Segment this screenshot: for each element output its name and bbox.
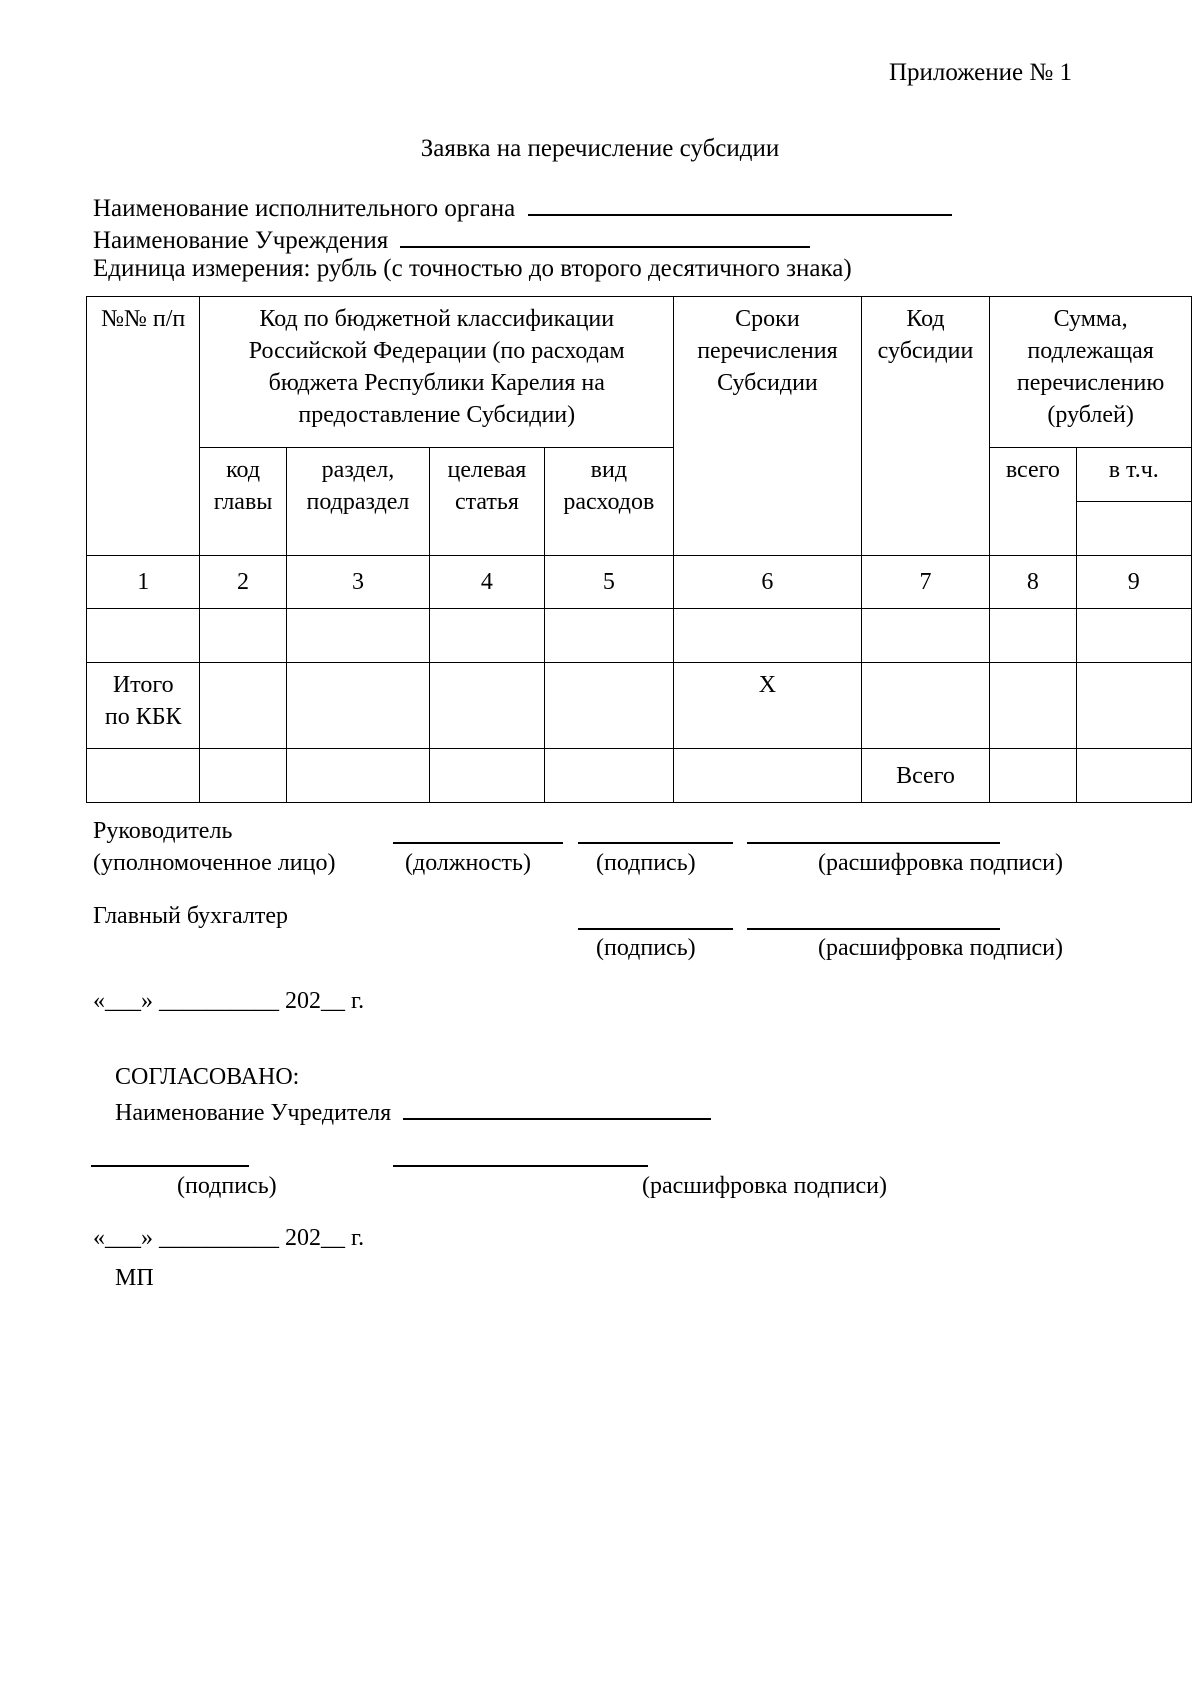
table-cell[interactable] xyxy=(990,663,1076,749)
approval-signature-caption: (подпись) xyxy=(177,1173,277,1199)
table-cell xyxy=(200,749,286,803)
header-terms: Сроки перечисления Субсидии xyxy=(674,297,862,556)
executive-body-field xyxy=(93,190,952,224)
grand-total-label: Всего xyxy=(861,749,989,803)
table-cell[interactable] xyxy=(1076,663,1191,749)
position-caption: (должность) xyxy=(405,850,531,876)
header-chapter-code: код главы xyxy=(200,448,286,556)
founder-input-line[interactable] xyxy=(403,1094,711,1120)
table-cell[interactable] xyxy=(430,663,544,749)
head-position-line[interactable] xyxy=(393,842,563,844)
founder-field xyxy=(115,1094,711,1128)
header-kbk: Код по бюджетной классификации Российской Федерации (по расходам бюджета Республики Карелия на предоставление Субсидии) xyxy=(200,297,674,448)
table-cell xyxy=(87,749,200,803)
header-expense-type: вид расходов xyxy=(544,448,673,556)
column-number: 4 xyxy=(430,556,544,609)
header-section: раздел, подраздел xyxy=(286,448,430,556)
head-label: Руководитель xyxy=(93,818,233,844)
approval-decoding-caption: (расшифровка подписи) xyxy=(642,1173,887,1199)
accountant-signature-line[interactable] xyxy=(578,928,733,930)
approval-date[interactable]: «___» __________ 202__ г. xyxy=(93,1225,365,1251)
subsidy-request-table xyxy=(86,296,1192,803)
decoding-caption: (расшифровка подписи) xyxy=(818,850,1063,876)
grand-total-row xyxy=(87,749,1192,803)
table-cell[interactable] xyxy=(544,609,673,663)
executive-body-label: Наименование исполнительного органа xyxy=(93,195,516,222)
table-cell[interactable] xyxy=(861,663,989,749)
subtotal-row xyxy=(87,663,1192,749)
subtotal-label: Итого по КБК xyxy=(87,663,200,749)
executive-body-input-line[interactable] xyxy=(528,190,952,216)
head-decoding-line[interactable] xyxy=(747,842,1000,844)
table-cell[interactable] xyxy=(286,609,430,663)
table-cell[interactable] xyxy=(87,609,200,663)
column-number: 8 xyxy=(990,556,1076,609)
table-cell xyxy=(674,749,862,803)
header-including: в т.ч. xyxy=(1076,448,1191,502)
column-number: 3 xyxy=(286,556,430,609)
signature-caption: (подпись) xyxy=(596,935,696,961)
signature-caption: (подпись) xyxy=(596,850,696,876)
table-cell[interactable] xyxy=(1076,749,1191,803)
table-cell[interactable] xyxy=(990,749,1076,803)
table-cell[interactable] xyxy=(990,609,1076,663)
table-cell[interactable] xyxy=(674,609,862,663)
column-number: 2 xyxy=(200,556,286,609)
unit-label: Единица измерения: рубль (с точностью до второго десятичного знака) xyxy=(93,255,852,282)
institution-label: Наименование Учреждения xyxy=(93,227,389,254)
header-total: всего xyxy=(990,448,1076,556)
table-cell[interactable] xyxy=(286,663,430,749)
header-target-item: целевая статья xyxy=(430,448,544,556)
header-subsidy-code: Код субсидии xyxy=(861,297,989,556)
agreed-label: СОГЛАСОВАНО: xyxy=(115,1064,300,1090)
table-cell[interactable] xyxy=(430,609,544,663)
table-row xyxy=(87,609,1192,663)
column-number: 5 xyxy=(544,556,673,609)
subtotal-terms-mark: X xyxy=(674,663,862,749)
approval-decoding-line[interactable] xyxy=(393,1165,648,1167)
header-including-detail xyxy=(1076,502,1191,556)
table-cell xyxy=(544,749,673,803)
authorized-person-label: (уполномоченное лицо) xyxy=(93,850,336,876)
head-signature-line[interactable] xyxy=(578,842,733,844)
table-cell xyxy=(286,749,430,803)
appendix-number: Приложение № 1 xyxy=(888,59,1072,86)
stamp-place-label: МП xyxy=(115,1265,154,1291)
table-cell[interactable] xyxy=(200,663,286,749)
header-sum: Сумма, подлежащая перечислению (рублей) xyxy=(990,297,1192,448)
institution-field xyxy=(93,222,810,256)
column-number: 1 xyxy=(87,556,200,609)
column-number: 9 xyxy=(1076,556,1191,609)
request-date[interactable]: «___» __________ 202__ г. xyxy=(93,988,365,1014)
founder-label: Наименование Учредителя xyxy=(115,1100,392,1126)
decoding-caption: (расшифровка подписи) xyxy=(818,935,1063,961)
approval-signature-line[interactable] xyxy=(91,1165,249,1167)
column-number: 6 xyxy=(674,556,862,609)
header-num: №№ п/п xyxy=(87,297,200,556)
accountant-decoding-line[interactable] xyxy=(747,928,1000,930)
column-number: 7 xyxy=(861,556,989,609)
table-cell[interactable] xyxy=(200,609,286,663)
chief-accountant-label: Главный бухгалтер xyxy=(93,903,288,929)
table-cell[interactable] xyxy=(544,663,673,749)
table-cell xyxy=(430,749,544,803)
table-cell[interactable] xyxy=(1076,609,1191,663)
institution-input-line[interactable] xyxy=(400,222,810,248)
document-title: Заявка на перечисление субсидии xyxy=(420,135,780,162)
table-cell[interactable] xyxy=(861,609,989,663)
